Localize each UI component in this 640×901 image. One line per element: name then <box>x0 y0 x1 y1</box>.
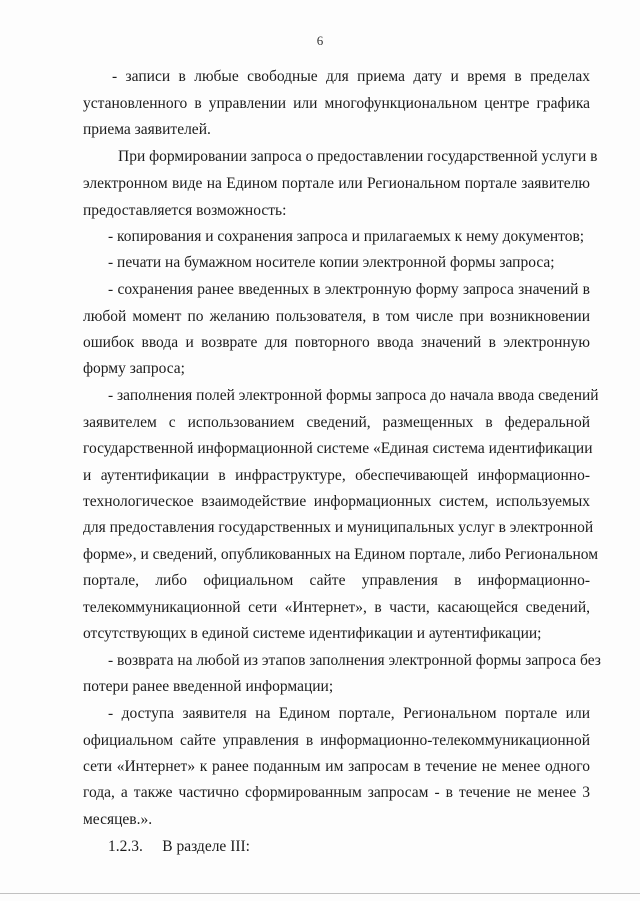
page-number: 6 <box>316 33 324 48</box>
text-line: потери ранее введенной информации; <box>83 678 334 695</box>
text-line: телекоммуникационной сети «Интернет», в части, касающейся сведений, <box>83 599 590 616</box>
text-line: технологическое взаимодействие информационных систем, используемых <box>83 493 590 510</box>
text-line: - копирования и сохранения запроса и прилагаемых к нему документов; <box>108 228 585 245</box>
text-line: установленного в управлении или многофункциональном центре графика <box>83 95 590 112</box>
text-line: форме», и сведений, опубликованных на Едином портале, либо Региональном <box>83 546 599 563</box>
scan-edge <box>0 893 640 894</box>
text-line: ошибок ввода и возврате для повторного ввода значений в электронную <box>83 334 590 351</box>
text-line: предоставляется возможность: <box>83 202 287 219</box>
text-line: - записи в любые свободные для приема дату и время в пределах <box>112 68 590 85</box>
section-heading: 1.2.3. В разделе III: <box>108 838 250 855</box>
text-line: - печати на бумажном носителе копии электронной формы запроса; <box>108 254 555 271</box>
text-line: При формировании запроса о предоставлении государственной услуги в <box>118 148 598 165</box>
text-line: года, а также частично сформированным запросам - в течение не менее 3 <box>83 784 590 801</box>
text-line: электронном виде на Едином портале или Региональном портале заявителю <box>83 175 590 192</box>
text-line: заявителем с использованием сведений, размещенных в федеральной <box>83 414 590 431</box>
text-line: - сохранения ранее введенных в электронную форму запроса значений в <box>108 281 590 298</box>
text-line: отсутствующих в единой системе идентификации и аутентификации; <box>83 625 542 642</box>
text-line: форму запроса; <box>83 360 185 377</box>
text-line: приема заявителей. <box>83 121 211 138</box>
text-line: и аутентификации в инфраструктуре, обеспечивающей информационно- <box>83 467 590 484</box>
text-line: портале, либо официальном сайте управления в информационно- <box>83 572 590 589</box>
text-line: - заполнения полей электронной формы запроса до начала ввода сведений <box>108 387 599 404</box>
text-line: месяцев.». <box>83 811 153 828</box>
text-line: любой момент по желанию пользователя, в том числе при возникновении <box>83 308 590 325</box>
text-line: - доступа заявителя на Едином портале, Региональном портале или <box>108 705 590 722</box>
text-line: сети «Интернет» к ранее поданным им запросам в течение не менее одного <box>83 758 590 775</box>
text-line: официальном сайте управления в информационно-телекоммуникационной <box>83 732 590 749</box>
text-line: государственной информационной системе «Единая система идентификации <box>83 440 593 457</box>
text-line: для предоставления государственных и муниципальных услуг в электронной <box>83 519 594 536</box>
text-line: - возврата на любой из этапов заполнения электронной формы запроса без <box>108 652 601 669</box>
